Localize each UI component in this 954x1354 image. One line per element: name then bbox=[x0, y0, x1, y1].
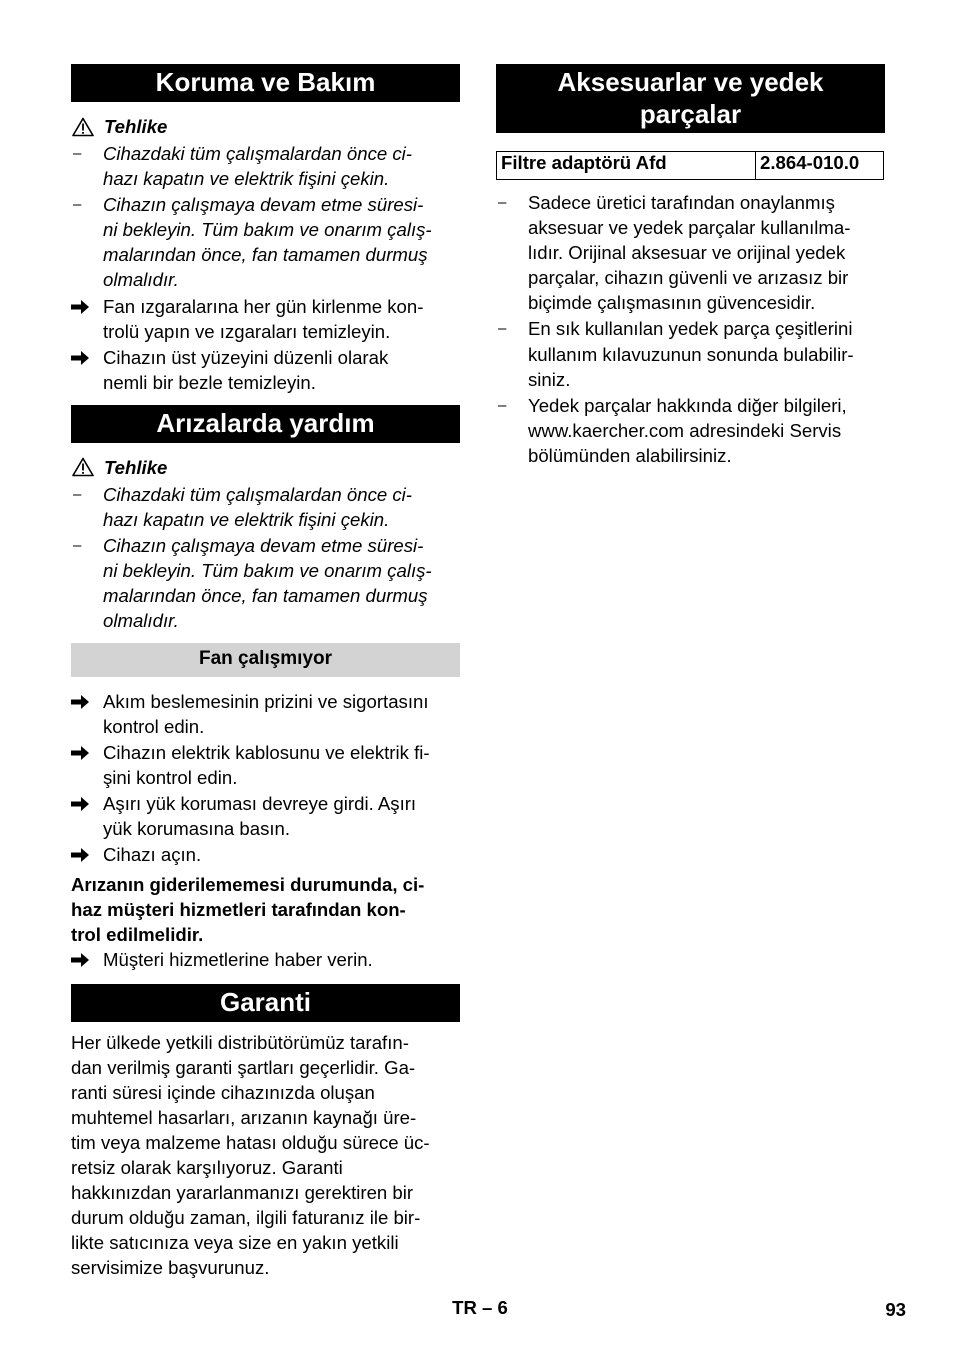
dash-bullet: – bbox=[73, 485, 82, 503]
list-item bbox=[71, 482, 460, 532]
section-title-warranty: Garanti bbox=[71, 984, 460, 1022]
section-title-maintenance: Koruma ve Bakım bbox=[71, 64, 460, 102]
arrow-right-icon bbox=[71, 694, 90, 710]
dash-bullet: – bbox=[73, 145, 82, 162]
warning-heading bbox=[71, 455, 460, 480]
warning-triangle-icon bbox=[72, 457, 94, 477]
step-text: Müşteri hizmetlerine haber verin. bbox=[103, 949, 373, 971]
step-text: Aşırı yük koruması devreye girdi. Aşırı yük korumasına basın. bbox=[103, 792, 417, 839]
right-column bbox=[496, 64, 885, 468]
step-item bbox=[71, 842, 460, 869]
step-item bbox=[71, 947, 460, 974]
table-row bbox=[497, 152, 884, 180]
list-item-text: Sadece üretici tarafından onaylanmış aksesuar ve yedek parçalar kullanılma- lıdır. Orijinal aksesuar ve orijinal yedek parçalar, cihazın güvenli ve arızasız bir biçimde çalışmasının güvencesidir. bbox=[528, 192, 851, 314]
warning-label: Tehlike bbox=[104, 116, 168, 137]
list-item bbox=[496, 316, 885, 391]
dash-bullet: – bbox=[73, 537, 82, 555]
arrow-right-icon bbox=[71, 796, 90, 812]
arrow-right-icon bbox=[71, 847, 90, 863]
list-item bbox=[496, 393, 885, 468]
arrow-right-icon bbox=[71, 299, 90, 315]
list-item-text: Cihazın çalışmaya devam etme süresi- ni bekleyin. Tüm bakım ve onarım çalış- malarından önce, fan tamamen durmuş olmalıdır. bbox=[103, 535, 432, 632]
step-item bbox=[71, 740, 460, 790]
dash-bullet: – bbox=[498, 194, 507, 211]
dash-bullet: – bbox=[498, 320, 507, 338]
arrow-right-icon bbox=[71, 952, 90, 968]
list-item-text: Yedek parçalar hakkında diğer bilgileri, www.kaercher.com adresindeki Servis bölümünden alabilirsiniz. bbox=[528, 394, 847, 466]
warning-label: Tehlike bbox=[104, 456, 168, 478]
bold-note: Arızanın giderilememesi durumunda, ci- haz müşteri hizmetleri tarafından kon- trol edilmelidir. bbox=[71, 874, 425, 946]
left-column bbox=[71, 64, 460, 1280]
section-title-troubleshooting: Arızalarda yardım bbox=[71, 405, 460, 443]
table-cell-code: 2.864-010.0 bbox=[756, 152, 884, 180]
warning-triangle-icon bbox=[72, 117, 94, 137]
arrow-right-icon bbox=[71, 745, 90, 761]
warranty-text: Her ülkede yetkili distribütörümüz tarafın- dan verilmiş garanti şartları geçerlidir. Ga- ranti süresi içinde cihazınızda oluşan muhtemel hasarları, arızanın kaynağı üre- tim veya malzeme hatası olduğu sürece üc- retsiz olarak karşılıyoruz. Garanti hakkınızdan yararlanmanızı gerektiren bir durum olduğu zaman, ilgili faturanız ile bir- likte satıcınıza veya size en yakın yetkili servisimize başvurunuz. bbox=[71, 1031, 430, 1279]
step-item bbox=[71, 791, 460, 841]
step-text: Cihazı açın. bbox=[103, 844, 202, 866]
accessories-table bbox=[496, 151, 884, 180]
list-item-text: Cihazdaki tüm çalışmalardan önce ci- hazı kapatın ve elektrik fişini çekin. bbox=[103, 483, 412, 531]
list-item bbox=[71, 141, 460, 191]
subsection-title-fan-not-working: Fan çalışmıyor bbox=[71, 643, 460, 677]
step-item bbox=[71, 294, 460, 344]
section-title-accessories: Aksesuarlar ve yedek parçalar bbox=[496, 64, 885, 133]
step-text: Akım beslemesinin prizini ve sigortasını kontrol edin. bbox=[103, 690, 429, 737]
warning-heading bbox=[71, 114, 460, 139]
list-item bbox=[71, 192, 460, 292]
step-text: Cihazın üst yüzeyini düzenli olarak nemli bir bezle temizleyin. bbox=[103, 346, 389, 393]
table-cell-name: Filtre adaptörü Afd bbox=[497, 152, 756, 180]
step-text: Fan ızgaralarına her gün kirlenme kon- trolü yapın ve ızgaraları temizleyin. bbox=[103, 295, 424, 342]
arrow-right-icon bbox=[71, 350, 90, 366]
dash-bullet: – bbox=[73, 196, 82, 214]
list-item-text: Cihazdaki tüm çalışmalardan önce ci- hazı kapatın ve elektrik fişini çekin. bbox=[103, 143, 412, 190]
dash-bullet: – bbox=[498, 396, 507, 414]
list-item-text: Cihazın çalışmaya devam etme süresi- ni bekleyin. Tüm bakım ve onarım çalış- malarından önce, fan tamamen durmuş olmalıdır. bbox=[103, 194, 432, 291]
step-item bbox=[71, 345, 460, 395]
list-item bbox=[496, 190, 885, 315]
list-item bbox=[71, 533, 460, 633]
step-text: Cihazın elektrik kablosunu ve elektrik fi- şini kontrol edin. bbox=[103, 741, 430, 788]
page-number: 93 bbox=[885, 1299, 906, 1320]
footer-section-label: TR – 6 bbox=[452, 1297, 508, 1318]
list-item-text: En sık kullanılan yedek parça çeşitlerini kullanım kılavuzunun sonunda bulabilir- siniz. bbox=[528, 318, 854, 390]
step-item bbox=[71, 689, 460, 739]
